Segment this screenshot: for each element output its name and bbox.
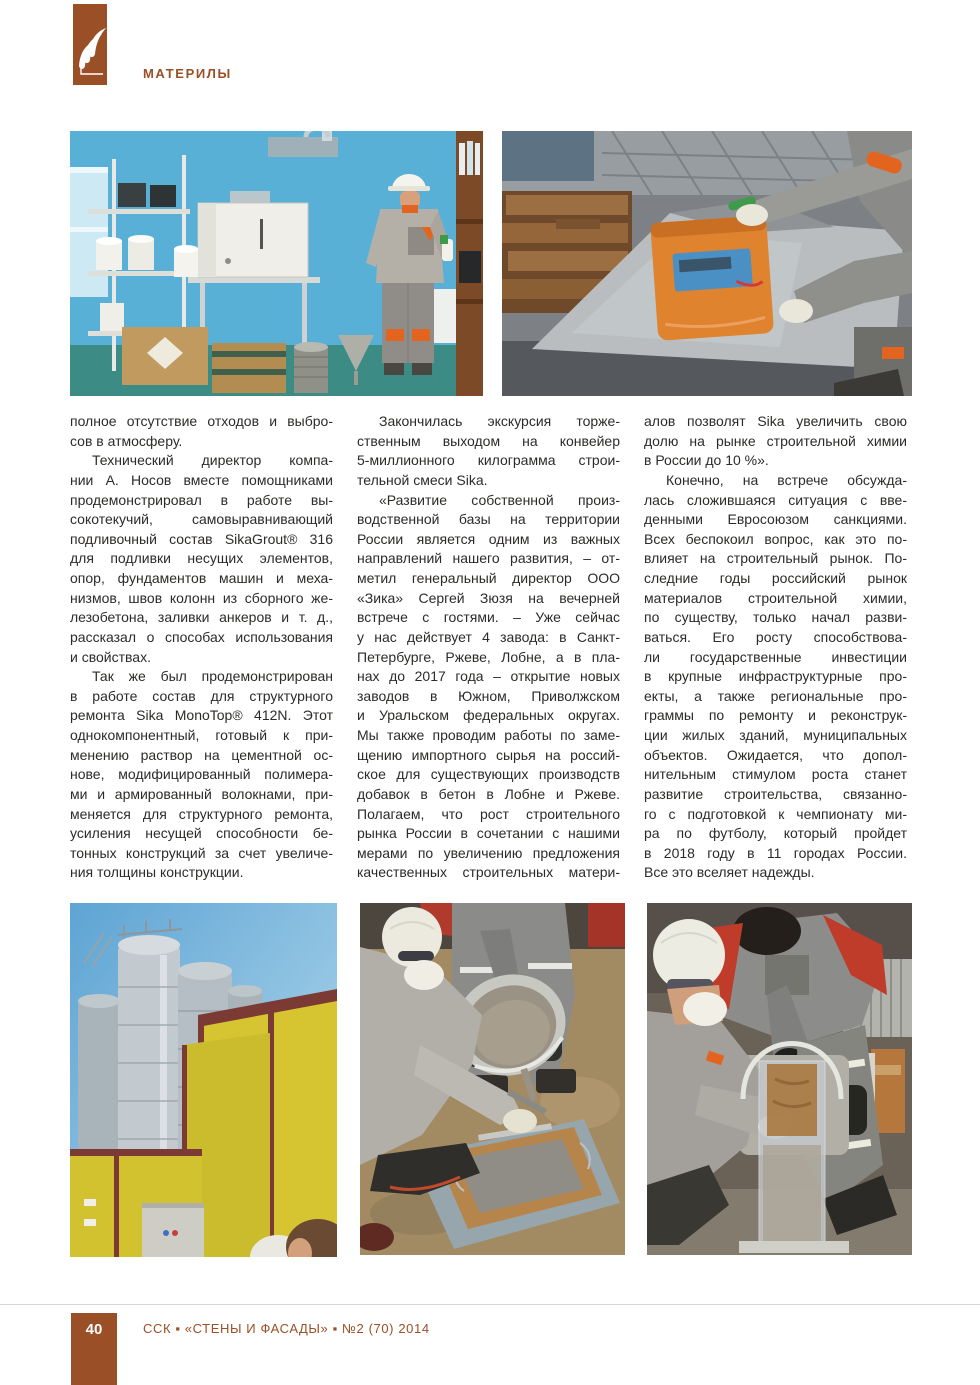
- text-line: ра по футболу, который пройдет: [644, 825, 907, 842]
- text-line: подливочный состав SikaGrout® 316: [70, 530, 333, 547]
- text-line: «Зика» Сергей Зюзя на вечерней: [357, 589, 620, 606]
- text-line: сокотекучий, самовыравнивающий: [70, 511, 333, 528]
- text-line: метил генеральный директор ООО: [357, 570, 620, 586]
- text-line: и свойствах.: [70, 648, 151, 665]
- text-line: ли государственные инвестиции: [644, 648, 907, 665]
- text-line: для подливки несущих элементов,: [70, 550, 333, 567]
- text-line: водственной базы на территории: [357, 511, 620, 528]
- text-line: России является одним из важных: [357, 530, 620, 547]
- text-line: низмов, швов колонн из сборного же-: [70, 589, 333, 606]
- photo-conveyor-bag: [502, 131, 912, 396]
- photo-factory-silos: [70, 903, 337, 1257]
- text-line: лезобетона, заливки анкеров и т. д.,: [70, 609, 333, 626]
- text-line: сов в атмосферу.: [70, 432, 183, 449]
- text-line: встрече с гостями. – Уже сейчас: [357, 609, 620, 626]
- text-line: ское для существующих производств: [357, 766, 620, 783]
- text-column-3: [644, 412, 907, 883]
- text-line: меняется для структурного ремонта,: [70, 805, 333, 822]
- text-line: екты, а также региональные про-: [644, 687, 907, 704]
- text-line: материалов строительной химии,: [644, 589, 907, 606]
- text-line: граммы по ремонту и реконструк-: [644, 707, 907, 724]
- ssk-logo: [73, 4, 107, 85]
- text-line: Всех беспокоил вопрос, как это по-: [644, 530, 907, 547]
- text-line: ции жилых зданий, муниципальных: [644, 727, 907, 743]
- text-line: заводов в Южном, Приволжском: [357, 687, 620, 704]
- text-line: долю на рынке строительной химии: [644, 432, 907, 449]
- photo-lab-demonstration: [70, 131, 483, 396]
- text-line: рынка России в сочетании с нашими: [357, 825, 620, 842]
- text-line: лась сложившаяся ситуация с вве-: [644, 491, 907, 508]
- text-line: у нас действует 4 завода: в Санкт-: [357, 628, 620, 645]
- text-line: алов позволят Sika увеличить свою: [644, 413, 907, 429]
- text-line: нах до 2017 года – открытие новых: [357, 668, 620, 685]
- text-line: рассказал о способах использования: [70, 628, 333, 645]
- section-label: МАТЕРИЛЫ: [143, 66, 232, 81]
- text-line: Полагаем, что рост строительного: [357, 805, 620, 822]
- text-line: Закончилась экскурсия торже-: [379, 413, 620, 429]
- page-number-badge: [71, 1313, 117, 1385]
- text-line: менению раствор на цементной ос-: [70, 746, 333, 763]
- text-line: Петербурге, Ржеве, Лобне, а в пла-: [357, 648, 620, 665]
- text-line: в 2018 году в 11 городах России.: [644, 844, 907, 861]
- text-line: денными Евросоюзом санкциями.: [644, 511, 907, 528]
- text-line: щению импортного сырья на россий-: [357, 746, 620, 763]
- text-line: Конечно, на встрече обсужда-: [666, 471, 907, 488]
- text-line: направлений нашего развития, – от-: [357, 550, 620, 567]
- text-line: Так же был продемонстрирован: [92, 668, 333, 685]
- text-line: ваться. Его росту способствова-: [644, 628, 907, 645]
- journal-footer-text: ССК ▪ «СТЕНЫ И ФАСАДЫ» ▪ №2 (70) 2014: [143, 1321, 430, 1336]
- page-number: 40: [85, 1321, 103, 1338]
- text-line: в России до 10 %».: [644, 452, 769, 469]
- article-body: [70, 412, 908, 883]
- ssk-logo-mark-icon: [73, 4, 107, 85]
- text-line: объектов. Ожидается, что допол-: [644, 746, 907, 763]
- photo-grout-pouring: [360, 903, 625, 1255]
- text-line: мерами по увеличению предложения: [357, 844, 620, 861]
- text-line: влияет на строительный рынок. По-: [644, 550, 907, 567]
- footer-divider: [0, 1304, 980, 1305]
- text-line: усиления несущей способности бе-: [70, 825, 333, 842]
- text-line: по существу, только начал разви-: [644, 609, 907, 626]
- text-line: ремонта Sika MonoTop® 412N. Этот: [70, 707, 333, 724]
- bookcase: [456, 131, 483, 396]
- text-column-1: [70, 412, 333, 883]
- text-line: го с подготовкой к чемпионату ми-: [644, 805, 907, 822]
- text-line: нии А. Носов вместе помощниками: [70, 471, 333, 488]
- text-line: ния толщины конструкции.: [70, 864, 244, 881]
- text-line: нительным стимулом роста станет: [644, 766, 907, 783]
- text-line: тельной смеси Sika.: [357, 471, 488, 488]
- text-line: 5-миллионного килограмма строи-: [357, 452, 620, 469]
- text-line: ственным выходом на конвейер: [357, 432, 620, 449]
- text-line: «Развитие собственной произ-: [379, 491, 620, 508]
- text-line: Технический директор компа-: [92, 452, 333, 469]
- text-line: в крупные инфраструктурные про-: [644, 668, 907, 685]
- text-line: развитие строительства, связанно-: [644, 785, 907, 802]
- sika-bag: [650, 215, 774, 341]
- text-line: Мы также проводим работы по заме-: [357, 727, 620, 743]
- text-line: Все это вселяет надежды.: [644, 864, 815, 881]
- text-line: ми и армированный волокнами, при-: [70, 785, 333, 802]
- text-line: качественных строительных матери-: [357, 864, 620, 881]
- text-line: полное отсутствие отходов и выбро-: [70, 413, 333, 429]
- text-line: нове, модифицированный полимера-: [70, 766, 333, 783]
- photo-column-mold: [647, 903, 912, 1255]
- text-line: тонных конструкций за счет увеличе-: [70, 844, 333, 861]
- text-line: добавок в бетон в Лобне и Ржеве.: [357, 785, 620, 802]
- text-column-2: [357, 412, 620, 883]
- text-line: следние годы российский рынок: [644, 570, 907, 586]
- text-line: продемонстрировал в работе вы-: [70, 491, 333, 508]
- text-line: однокомпонентный, готовый к при-: [70, 727, 333, 743]
- text-line: в работе состав для структурного: [70, 687, 333, 704]
- text-line: и Уральском федеральных округах.: [357, 707, 620, 724]
- text-line: опор, фундаментов машин и меха-: [70, 570, 333, 586]
